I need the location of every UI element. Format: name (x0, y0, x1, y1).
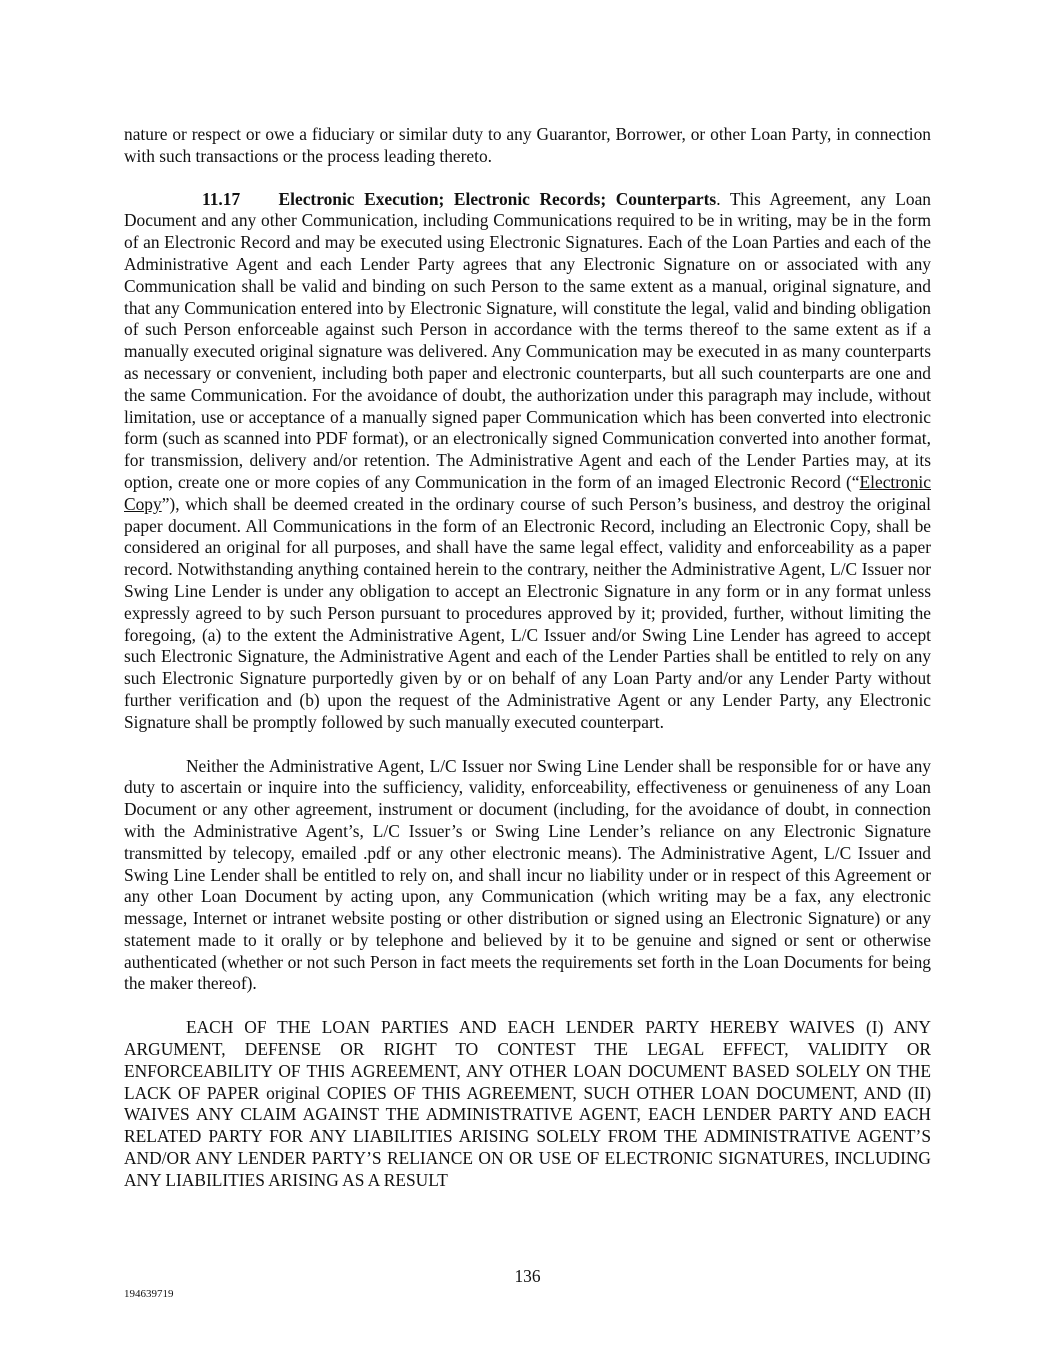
section-title: Electronic Execution; Electronic Records; Counterparts (278, 188, 717, 209)
paragraph-waiver: EACH OF THE LOAN PARTIES AND EACH LENDER PARTY HEREBY WAIVES (I) ANY ARGUMENT, DEFENSE OR RIGHT TO CONTEST THE LEGAL EFFECT, VALIDITY OR ENFORCEABILITY OF THIS AGREEMENT, ANY OTHER LOAN DOCUMENT BASED SOLELY ON THE LACK OF PAPER original COPIES OF THIS AGREEMENT, SUCH OTHER LOAN DOCUMENT, AND (II) WAIVES ANY CLAIM AGAINST THE ADMINISTRATIVE AGENT, EACH LENDER PARTY AND EACH RELATED PARTY FOR ANY LIABILITIES ARISING SOLELY FROM THE ADMINISTRATIVE AGENT’S AND/OR ANY LENDER PARTY’S RELIANCE ON OR USE OF ELECTRONIC SIGNATURES, INCLUDING ANY LIABILITIES ARISING AS A RESULT (124, 1017, 931, 1190)
section-text-part-2: ”), which shall be deemed created in the ordinary course of such Person’s business, and destroy the original paper document. All Communications in the form of an Electronic Record, including an Electronic Copy, shall be considered an original for all purposes, and shall have the same legal effect, validity and enforceability as a paper record. Notwithstanding anything contained herein to the contrary, neither the Administrative Agent, L/C Issuer nor Swing Line Lender is under any obligation to accept an Electronic Signature in any form or in any format unless expressly agreed to by such Person pursuant to procedures approved by it; provided, further, without limiting the foregoing, (a) to the extent the Administrative Agent, L/C Issuer and/or Swing Line Lender has agreed to accept such Electronic Signature, the Administrative Agent and each of the Lender Parties shall be entitled to rely on any such Electronic Signature purportedly given by or on behalf of any Loan Party and/or any Lender Party without further verification and (b) upon the request of the Administrative Agent or any Lender Party, any Electronic Signature shall be promptly followed by such manually executed counterpart. (124, 493, 931, 732)
document-page (124, 124, 931, 1192)
page-number: 136 (514, 1266, 541, 1286)
section-number: 11.17 (202, 188, 241, 209)
section-text-part-1: . This Agreement, any Loan Document and any other Communication, including Communications required to be in writing, may be in the form of an Electronic Record and may be executed using Electronic Signatures. Each of the Loan Parties and each of the Administrative Agent and each Lender Party agrees that any Electronic Signature on or associated with any Communication shall be valid and binding on such Person to the same extent as a manual, original signature, and that any Communication entered into by Electronic Signature, will constitute the legal, valid and binding obligation of such Person enforceable against such Person in accordance with the terms thereof to the same extent as if a manually executed original signature was delivered. Any Communication may be executed in as many counterparts as necessary or convenient, including both paper and electronic counterparts, but all such counterparts are one and the same Communication. For the avoidance of doubt, the authorization under this paragraph may include, without limitation, use or acceptance of a manually signed paper Communication which has been converted into electronic form (such as scanned into PDF format), or an electronically signed Communication converted into another format, for transmission, delivery and/or retention. The Administrative Agent and each of the Lender Parties may, at its option, create one or more copies of any Communication in the form of an imaged Electronic Record (“ (124, 188, 931, 492)
document-id: 194639719 (124, 1288, 174, 1300)
paragraph-intro: nature or respect or owe a fiduciary or similar duty to any Guarantor, Borrower, or other Loan Party, in connection with such transactions or the process leading thereto. (124, 124, 931, 166)
paragraph-neither: Neither the Administrative Agent, L/C Issuer nor Swing Line Lender shall be responsible for or have any duty to ascertain or inquire into the sufficiency, validity, enforceability, effectiveness or genuineness of any Loan Document or any other agreement, instrument or document (including, for the avoidance of doubt, in connection with the Administrative Agent’s, L/C Issuer’s or Swing Line Lender’s reliance on any Electronic Signature transmitted by telecopy, emailed .pdf or any other electronic means). The Administrative Agent, L/C Issuer and Swing Line Lender shall be entitled to rely on, and shall incur no liability under or in respect of this Agreement or any other Loan Document by acting upon, any Communication (which writing may be a fax, any electronic message, Internet or intranet website posting or other distribution or signed using an Electronic Signature) or any statement made to it orally or by telephone and believed by it to be genuine and signed or sent or otherwise authenticated (whether or not such Person in fact meets the requirements set forth in the Loan Documents for being the maker thereof). (124, 755, 931, 994)
defined-term-electronic-copy: Electronic Copy (124, 471, 931, 514)
paragraph-section-11-17 (124, 189, 931, 734)
section-heading (202, 189, 716, 209)
